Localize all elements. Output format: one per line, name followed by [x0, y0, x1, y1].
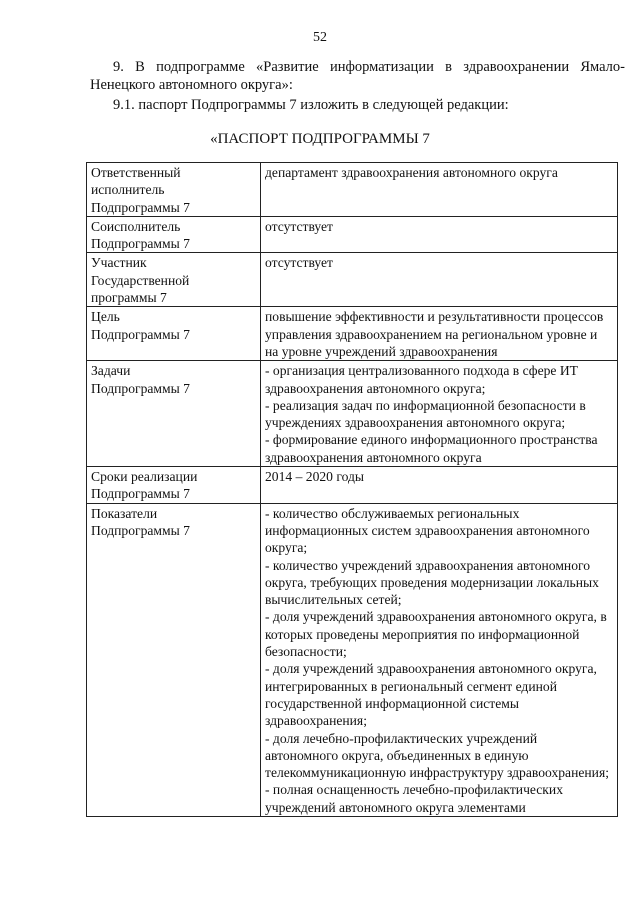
row-value-cell	[261, 361, 618, 467]
row-label-cell	[87, 253, 261, 307]
passport-table	[86, 162, 618, 817]
row-label: Цель Подпрограммы 7	[91, 309, 190, 342]
row-value-line: - формирование единого информационного пространства здравоохранения автономного округа	[265, 432, 598, 465]
row-value-cell	[261, 216, 618, 253]
row-value-line: - количество обслуживаемых региональных информационных систем здравоохранения автономного округа;	[265, 505, 590, 556]
row-value-line: - реализация задач по информационной безопасности в учреждениях здравоохранения автономного округа;	[265, 397, 586, 431]
table-row	[87, 503, 618, 816]
row-label: Сроки реализации Подпрограммы 7	[91, 469, 198, 502]
row-label-cell	[87, 216, 261, 253]
table-row	[87, 307, 618, 361]
row-value-cell	[261, 163, 618, 217]
row-value-cell	[261, 253, 618, 307]
row-label: Ответственный исполнитель Подпрограммы 7	[91, 165, 190, 215]
row-label: Показатели Подпрограммы 7	[91, 505, 190, 538]
row-value-line: - доля лечебно-профилактических учреждений автономного округа, объединенных в единую телекоммуникационную инфраструктуру здравоохранения;	[265, 730, 609, 781]
page-number: 52	[313, 30, 327, 45]
row-value-line: повышение эффективности и результативности процессов управления здравоохранением на региональном уровне и на уровне учреждений здравоохранения	[265, 309, 604, 359]
row-value-line: - доля учреждений здравоохранения автономного округа, в которых проведены мероприятия по информационной безопасности;	[265, 609, 607, 660]
row-value-line: - доля учреждений здравоохранения автономного округа, интегрированных в региональный сегмент единой государственной информационной системы здравоохранения;	[265, 661, 597, 729]
row-value-line: - количество учреждений здравоохранения автономного округа, требующих проведения модернизации локальных вычислительных сетей;	[265, 557, 599, 608]
row-value-line: - организация централизованного подхода в сфере ИТ здравоохранения автономного округа;	[265, 363, 578, 396]
row-value-line: отсутствует	[265, 255, 334, 271]
row-value-line: отсутствует	[265, 218, 334, 234]
table-row	[87, 163, 618, 217]
paragraph-item-9: 9. В подпрограмме «Развитие информатизации в здравоохранении Ямало-Ненецкого автономного округа»:	[90, 59, 625, 93]
table-row	[87, 361, 618, 467]
row-label-cell	[87, 307, 261, 361]
passport-title: «ПАСПОРТ ПОДПРОГРАММЫ 7	[210, 131, 430, 147]
row-value-line: - полная оснащенность лечебно-профилактических учреждений автономного округа элементами	[265, 782, 563, 815]
row-label: Участник Государственной программы 7	[91, 255, 190, 306]
row-label-cell	[87, 467, 261, 504]
table-row	[87, 216, 618, 253]
row-label-cell	[87, 163, 261, 217]
row-value-cell	[261, 307, 618, 361]
row-value-cell	[261, 503, 618, 816]
table-row	[87, 467, 618, 504]
row-label: Соисполнитель Подпрограммы 7	[91, 218, 190, 252]
row-label: Задачи Подпрограммы 7	[91, 363, 190, 396]
table-row	[87, 253, 618, 307]
row-value-line: департамент здравоохранения автономного округа	[265, 165, 558, 180]
row-label-cell	[87, 503, 261, 816]
row-label-cell	[87, 361, 261, 467]
row-value-line: 2014 – 2020 годы	[265, 469, 365, 485]
paragraph-item-9-1: 9.1. паспорт Подпрограммы 7 изложить в следующей редакции:	[113, 97, 509, 113]
row-value-cell	[261, 467, 618, 504]
